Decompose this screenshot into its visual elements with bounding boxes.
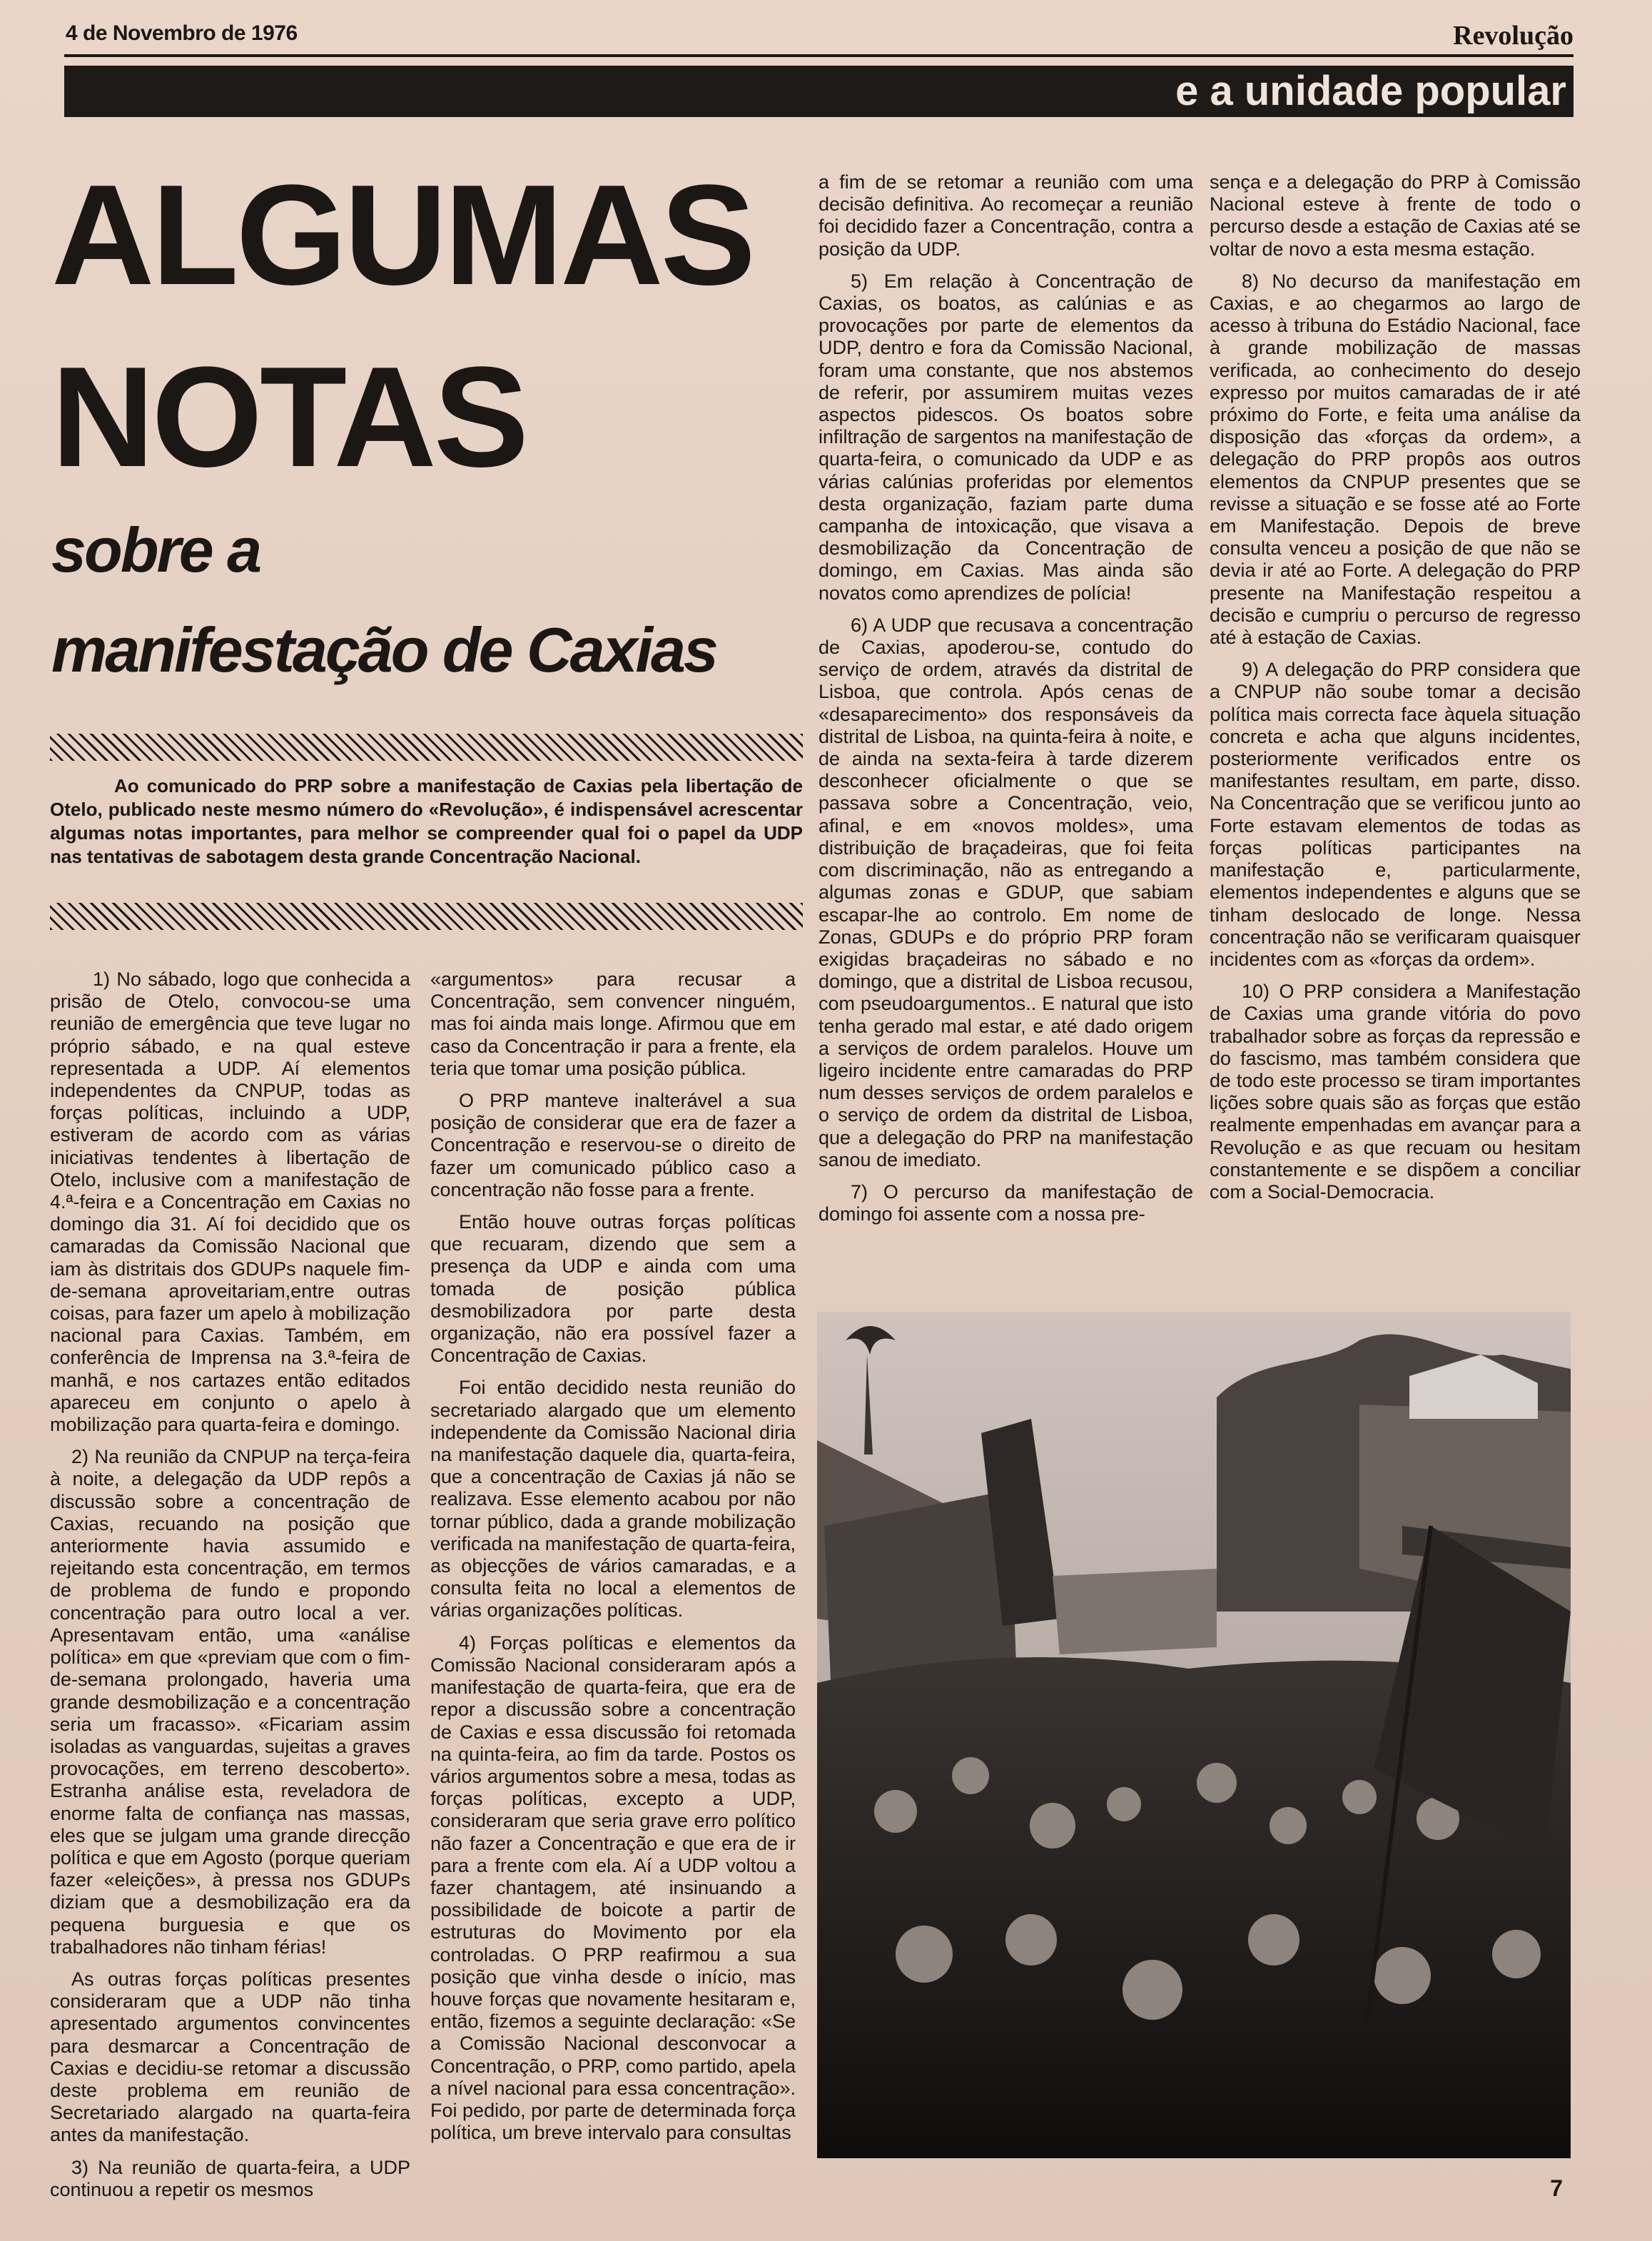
article-column-1 bbox=[50, 968, 410, 2211]
headline-line-4: manifestação de Caxias bbox=[51, 614, 716, 685]
publication-name: Revolução bbox=[1453, 21, 1574, 51]
paragraph: 8) No decurso da manifestação em Caxias, e ao chegarmos ao largo de acesso à tribuna do Estádio Nacional, face à grande mobilização de massas verificada, ao conhecimento do desejo expresso por muitos camaradas de ir até próximo do Forte, e feita uma análise da disposição das «forças da ordem», a delegação do PRP propôs aos outros elementos da CNPUP presentes que se revisse a situação e se fosse até ao Forte em Manifestação. Depois de breve consulta venceu a posição de que não se devia ir até ao Forte. A delegação do PRP presente na Manifestação respeitou a decisão e cumpriu o percurso de regresso até à estação de Caxias. bbox=[1210, 270, 1581, 649]
paragraph: 6) A UDP que recusava a concentração de Caxias, apoderou-se, contudo do serviço de ordem, através da distrital de Lisboa, que controla. Após cenas de «desaparecimento» dos responsáveis da distrital de Lisboa, na quinta-feira à noite, e de ainda na sexta-feira à tarde dizerem desconhecer oficialmente o que se passava sobre a Concentração, veio, afinal, e em «novos moldes», uma distribuição de braçadeiras, que foi feita com discriminação, não as entregando a algumas zonas e GDUP, que sabiam escapar-lhe ao controlo. Em nome de Zonas, GDUPs e do próprio PRP foram exigidas braçadeiras no sábado e no domingo, que a distrital de Lisboa recusou, com pseudoargumentos.. E natural que isto tenha gerado mal estar, e até dado origem a serviços de ordem paralelos. Houve um ligeiro incidente entre camaradas do PRP num desses serviços de ordem paralelos e o serviço de ordem da distrital de Lisboa, que a delegação do PRP na manifestação sanou de imediato. bbox=[819, 614, 1193, 1170]
article-column-2 bbox=[430, 968, 796, 2154]
demonstration-photo bbox=[817, 1312, 1571, 2158]
hatched-divider bbox=[50, 903, 803, 930]
paragraph: 4) Forças políticas e elementos da Comissão Nacional consideraram após a manifestação de quarta-feira, que era de repor a discussão sobre a concentração de Caxias e essa discussão foi retomada na quinta-feira, ao fim da tarde. Postos os vários argumentos sobre a mesa, todas as forças políticas, excepto a UDP, consideraram que seria grave erro político não fazer a Concentração e que era de ir para a frente com ela. Aí a UDP voltou a fazer chantagem, até insinuando a possibilidade de boicote a partir de estruturas do Movimento por ela controladas. O PRP reafirmou a sua posição que vinha desde o início, mas houve forças que novamente hesitaram e, então, fizemos a seguinte declaração: «Se a Comissão Nacional desconvocar a Concentração, o PRP, como partido, apela a nível nacional para essa concentração». Foi pedido, por parte de determinada força política, um breve intervalo para consultas bbox=[430, 1632, 796, 2144]
hatched-divider bbox=[50, 734, 803, 761]
paragraph: 7) O percurso da manifestação de domingo foi assente com a nossa pre- bbox=[819, 1180, 1193, 1225]
paragraph: 2) Na reunião da CNPUP na terça-feira à noite, a delegação da UDP repôs a discussão sobre a concentração de Caxias, recuando na posição que anteriormente havia assumido e rejeitando esta concentração, em termos de problema de fundo e propondo concentração para outro local a ver. Apresentavam então, uma «análise política» em que «previam que com o fim-de-semana prolongado, haveria uma grande desmobilização e a concentração seria um fracasso». «Ficariam assim isoladas as vanguardas, sujeitas a graves provocações, em terreno descoberto». Estranha análise esta, reveladora de enorme falta de confiança nas massas, eles que se julgam uma grande direcção política e que em Agosto (porque queriam fazer «eleições», à pressa nos GDUPs diziam que a desmobilização era da pequena burguesia e que os trabalhadores não tinham férias! bbox=[50, 1446, 410, 1958]
article-column-4 bbox=[1210, 171, 1581, 1213]
paragraph: 9) A delegação do PRP considera que a CNPUP não soube tomar a decisão política mais correcta face àquela situação concreta e acha que alguns incidentes, posteriormente verificados entre os manifestantes resultam, em parte, disso. Na Concentração que se verificou junto ao Forte estavam elementos de todas as forças políticas participantes na manifestação e, particularmente, elementos independentes e alguns que se tinham deslocado de longe. Nessa concentração não se verificaram quaisquer incidentes com as «forças da ordem». bbox=[1210, 659, 1581, 970]
paragraph: Então houve outras forças políticas que recuaram, dizendo que sem a presença da UDP e ainda com uma tomada de posição pública desmobilizadora por parte desta organização, não era possível fazer a Concentração de Caxias. bbox=[430, 1211, 796, 1367]
header-rule bbox=[64, 54, 1574, 57]
headline-line-3: sobre a bbox=[51, 515, 260, 585]
article-column-3 bbox=[819, 171, 1193, 1235]
paragraph: O PRP manteve inalterável a sua posição de considerar que era de fazer a Concentração e reservou-se o direito de fazer um comunicado público caso a concentração não fosse para a frente. bbox=[430, 1090, 796, 1200]
lead-paragraph: Ao comunicado do PRP sobre a manifestação de Caxias pela libertação de Otelo, publicado neste mesmo número do «Revolução», é indispensável acrescentar algumas notas importantes, para melhor se compreender qual foi o papel da UDP nas tentativas de sabotagem desta grande Concentração Nacional. bbox=[50, 775, 803, 867]
paragraph: 10) O PRP considera a Manifestação de Caxias uma grande vitória do povo trabalhador sobre as forças da repressão e do fascismo, mas também considera que de todo este processo se tiram importantes lições sobre quais são as forças que estão realmente empenhadas em avançar para a Revolução e as que recuam ou hesitam constantemente e se dispõem a conciliar com a Social-Democracia. bbox=[1210, 981, 1581, 1203]
section-title: e a unidade popular bbox=[1175, 68, 1566, 114]
paragraph: Foi então decidido nesta reunião do secretariado alargado que um elemento independente da Comissão Nacional diria na manifestação daquele dia, quarta-feira, que a concentração de Caxias já não se realizava. Esse elemento acabou por não tornar público, dada a grande mobilização verificada na manifestação de quarta-feira, as objecções de vários camaradas, e a consulta feita no local a elementos de várias organizações políticas. bbox=[430, 1377, 796, 1622]
paragraph: 5) Em relação à Concentração de Caxias, os boatos, as calúnias e as provocações por parte de elementos da UDP, dentro e fora da Comissão Nacional, foram uma constante, que nos abstemos de referir, por assumirem muitas vezes aspectos pidescos. Os boatos sobre infiltração de sargentos na manifestação de quarta-feira, o comunicado da UDP e as várias calúnias proferidas por elementos desta organização, faziam parte duma campanha de intoxicação, que visava a desmobilização da Concentração de domingo, em Caxias. Mas ainda são novatos como aprendizes de polícia! bbox=[819, 270, 1193, 604]
paragraph: «argumentos» para recusar a Concentração, sem convencer ninguém, mas foi ainda mais longe. Afirmou que em caso da Concentração ir para a frente, ela teria que tomar uma posição pública. bbox=[430, 968, 796, 1079]
paragraph: As outras forças políticas presentes consideraram que a UDP não tinha apresentado argumentos convincentes para desmarcar a Concentração de Caxias e decidiu-se retomar a discussão deste problema em reunião de Secretariado alargado na quarta-feira antes da manifestação. bbox=[50, 1968, 410, 2146]
paragraph: sença e a delegação do PRP à Comissão Nacional esteve à frente de todo o percurso desde a estação de Caxias até se voltar de novo a esta mesma estação. bbox=[1210, 171, 1581, 260]
headline-line-1: ALGUMAS bbox=[51, 156, 754, 315]
paragraph: a fim de se retomar a reunião com uma decisão definitiva. Ao recomeçar a reunião foi decidido fazer a Concentração, contra a posição da UDP. bbox=[819, 171, 1193, 260]
paragraph: 3) Na reunião de quarta-feira, a UDP continuou a repetir os mesmos bbox=[50, 2156, 410, 2200]
headline-line-2: NOTAS bbox=[51, 338, 527, 497]
issue-date: 4 de Novembro de 1976 bbox=[66, 21, 298, 45]
page-number: 7 bbox=[1550, 2175, 1563, 2201]
paragraph: 1) No sábado, logo que conhecida a prisão de Otelo, convocou-se uma reunião de emergência que teve lugar no próprio sábado, e na qual esteve representada a UDP. Aí elementos independentes da CNPUP, todas as forças políticas, incluindo a UDP, estiveram de acordo com as várias iniciativas tendentes à libertação de Otelo, inclusive com a manifestação de 4.ª-feira e a Concentração em Caxias no domingo dia 31. Aí foi decidido que os camaradas da Comissão Nacional que iam às distritais dos GDUPs naquele fim-de-semana aproveitariam,entre outras coisas, para fazer um apelo à mobilização nacional para Caxias. Também, em conferência de Imprensa na 3.ª-feira de manhã, e nos cartazes então editados apareceu em conjunto o apelo à mobilização para quarta-feira e domingo. bbox=[50, 968, 410, 1436]
